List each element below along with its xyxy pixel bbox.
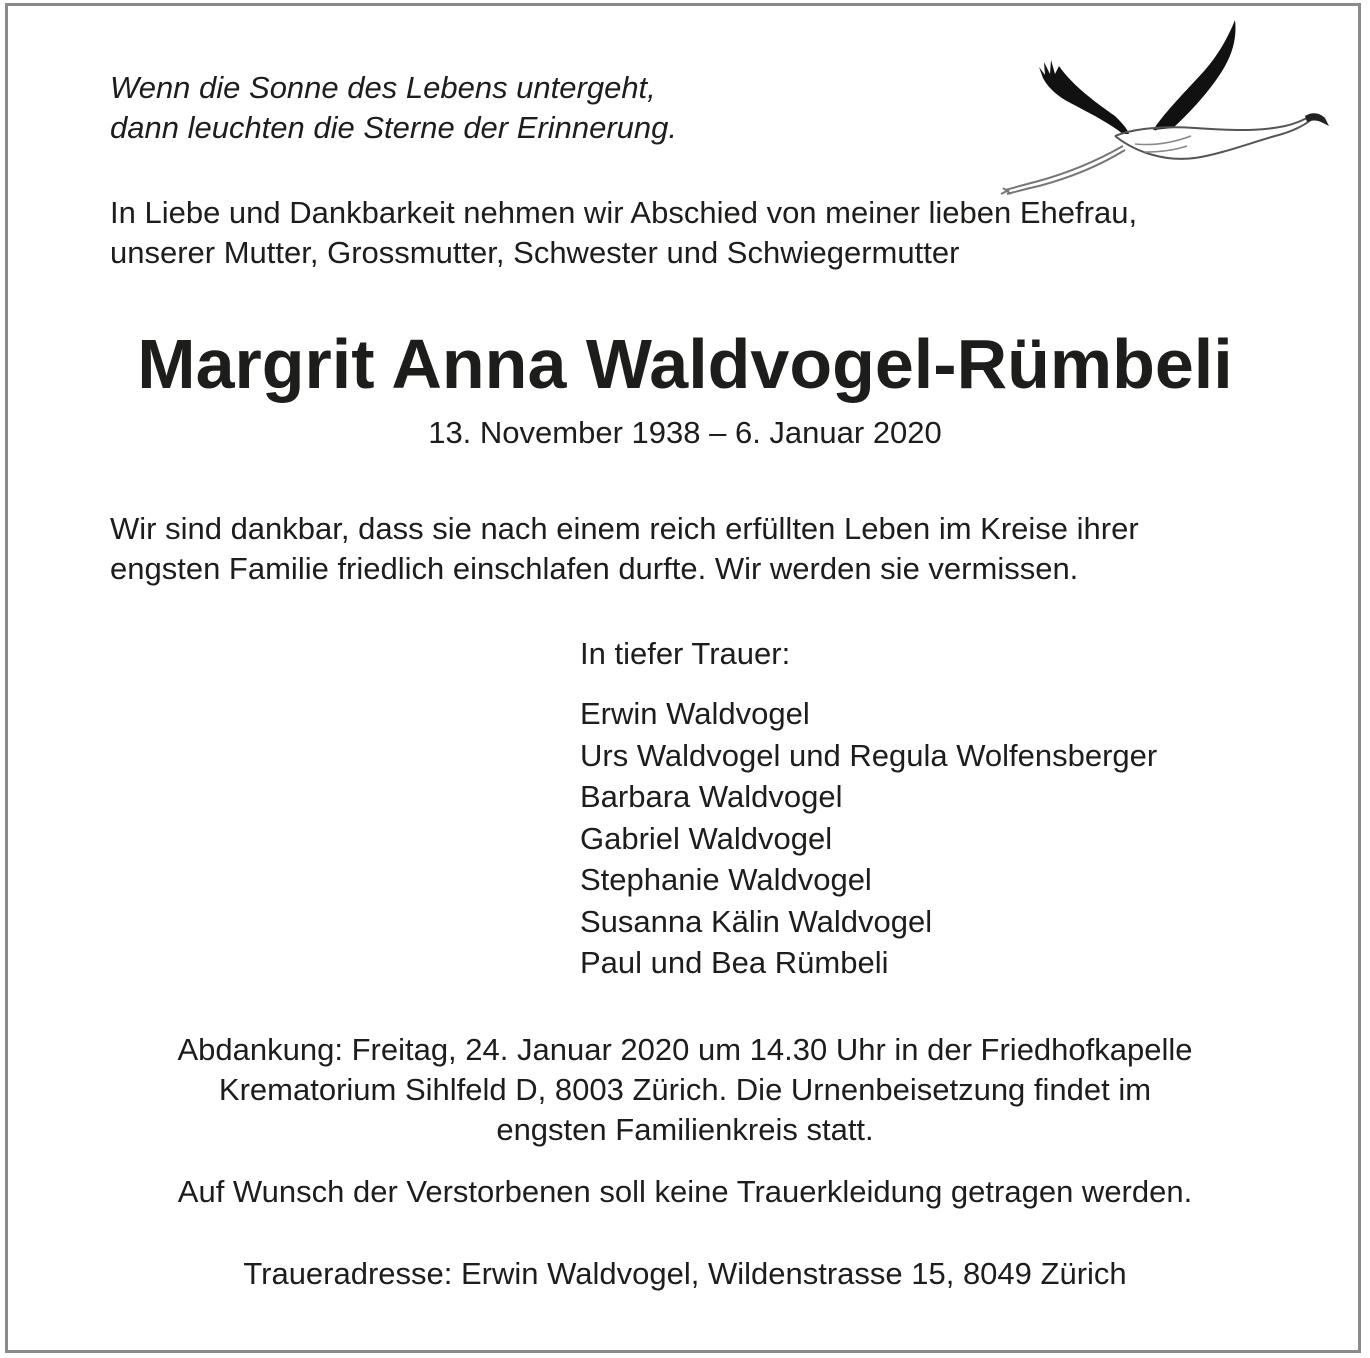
thanks-line: Wir sind dankbar, dass sie nach einem reich erfüllten Leben im Kreise ihrer: [110, 511, 1139, 546]
mourners-list: [580, 693, 1157, 984]
intro-line: In Liebe und Dankbarkeit nehmen wir Abschied von meiner lieben Ehefrau,: [110, 195, 1138, 230]
motto-line: Wenn die Sonne des Lebens untergeht,: [110, 70, 656, 105]
mourning-address: Traueradresse: Erwin Waldvogel, Wildenstrasse 15, 8049 Zürich: [243, 1256, 1127, 1291]
thanks-text: [110, 509, 1139, 589]
service-info: [0, 1030, 1370, 1150]
motto-line: dann leuchten die Sterne der Erinnerung.: [110, 110, 678, 145]
flying-bird-icon: [995, 12, 1335, 197]
service-line: Krematorium Sihlfeld D, 8003 Zürich. Die Urnenbeisetzung findet im: [218, 1072, 1152, 1107]
dress-wish: Auf Wunsch der Verstorbenen soll keine Trauerkleidung getragen werden.: [177, 1174, 1193, 1209]
life-dates: 13. November 1938 – 6. Januar 2020: [428, 415, 942, 450]
mourner-name: Paul und Bea Rümbeli: [580, 945, 889, 980]
intro-line: unserer Mutter, Grossmutter, Schwester und Schwiegermutter: [110, 235, 960, 270]
mourner-name: Susanna Kälin Waldvogel: [580, 903, 933, 939]
intro-text: [110, 193, 1137, 273]
service-line: Abdankung: Freitag, 24. Januar 2020 um 14.30 Uhr in der Friedhofkapelle: [177, 1032, 1193, 1067]
deceased-name: Margrit Anna Waldvogel-Rümbeli: [137, 325, 1233, 403]
motto: [110, 68, 677, 148]
mourner-name: Urs Waldvogel und Regula Wolfensberger: [580, 737, 1158, 773]
mourner-name: Erwin Waldvogel: [580, 696, 810, 731]
thanks-line: engsten Familie friedlich einschlafen durfte. Wir werden sie vermissen.: [110, 551, 1079, 586]
mourners-heading: In tiefer Trauer:: [580, 636, 791, 671]
service-line: engsten Familienkreis statt.: [496, 1112, 874, 1147]
mourner-name: Stephanie Waldvogel: [580, 862, 872, 897]
mourner-name: Barbara Waldvogel: [580, 779, 843, 814]
mourner-name: Gabriel Waldvogel: [580, 820, 833, 856]
